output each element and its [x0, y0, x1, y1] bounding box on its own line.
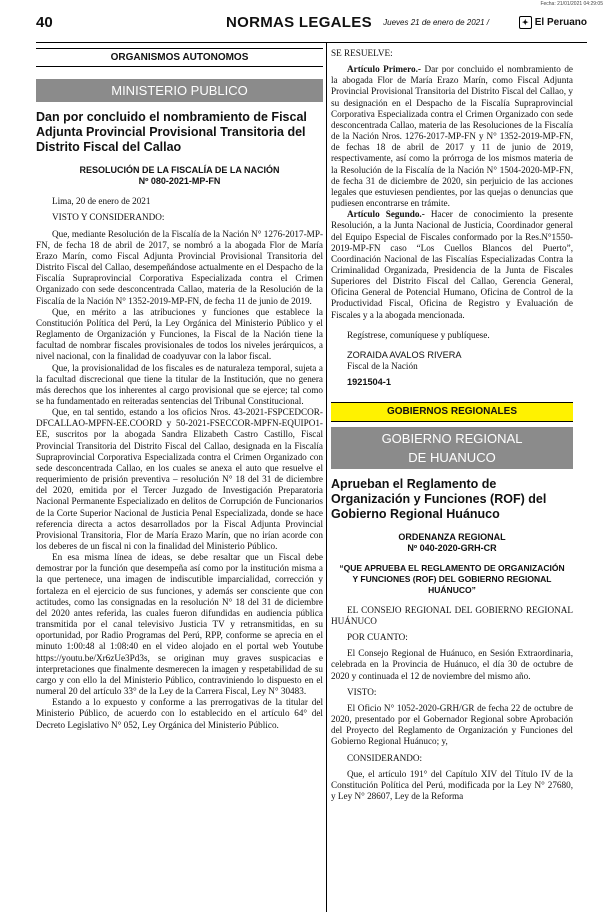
- section-title: NORMAS LEGALES: [226, 14, 372, 31]
- resolution-heading: [36, 165, 323, 187]
- page-header: [36, 12, 587, 43]
- article-title: Aprueban el Reglamento de Organización y Funciones (ROF) del Gobierno Regional Huánuco: [331, 476, 547, 521]
- resolution-line: RESOLUCIÓN DE LA FISCALÍA DE LA NACIÓN: [79, 165, 280, 176]
- paragraph: El Consejo Regional de Huánuco, en Sesión Extraordinaria, celebrada en la Provincia de Huánuco, el día 30 de octubre de 2020 y continuada el 12 de noviembre del mismo año.: [331, 648, 573, 681]
- section-label-organismos: ORGANISMOS AUTONOMOS: [36, 48, 323, 67]
- ordinance-number: Nº 040-2020-GRH-CR: [407, 542, 497, 553]
- institution-banner: MINISTERIO PUBLICO: [36, 79, 323, 102]
- article-title: Dan por concluido el nombramiento de Fiscal Adjunta Provincial Provisional Transitoria del Distrito Fiscal del Callao: [36, 110, 307, 155]
- paragraph: Estando a lo expuesto y conforme a las prerrogativas de la titular del Ministerio Público, de acuerdo con lo establecido en el artículo 64° del Decreto Legislativo N° 052, Ley Orgánica del Ministerio Público.: [36, 697, 323, 730]
- ordinance-line: ORDENANZA REGIONAL: [398, 531, 506, 542]
- institution-banner: [331, 427, 573, 469]
- paragraph: Que, en mérito a las atribuciones y funciones que establece la Constitución Política del Perú, la Ley Orgánica del Ministerio Público y el Reglamento de Organización y Funciones, la Fiscal de la Nación tiene la facultad de nombrar fiscales provisionales de todos los niveles jerárquicos, a nivel nacional, con la finalidad de coadyuvar con la labor fiscal.: [36, 306, 323, 362]
- page-number: 40: [36, 14, 53, 31]
- resolution-number: Nº 080-2021-MP-FN: [138, 176, 221, 187]
- closing-formula: Regístrese, comuníquese y publíquese.: [347, 329, 490, 340]
- visto-heading: VISTO Y CONSIDERANDO:: [52, 212, 165, 223]
- visto-heading: VISTO:: [347, 686, 377, 697]
- paragraph: Que, en tal sentido, estando a los oficios Nros. 43-2021-FSPCEDCOR-DFCALLAO-MPFN-EE.COORD y 50-2021-FSECCOR-MPFN-EQUIPO1-EE, suscritos por la abogada Sandra Elizabeth Castro Castillo, Fiscal Provincial Transitoria del Distrito Fiscal del Callao, designada en la Fiscalía Supraprovincial Corporativa Especializada contra el Crimen Organizado con sede desconcentrada Callao, en los cuales se anexa el auto que resuelve el requerimiento de prisión preventiva – resolución N° 18 del 31 de diciembre del 2020, emitida por el Tercer Juzgado de Investigación Preparatoria Nacional Permanente Especializado en delitos de Corrupción de Funcionarios de la Corte Superior Nacional de Justicia Penal Especializada, donde se hace referencia directa a actos desarrollados por la Fiscal Adjunta Provincial Provisional Transitoria, Flor de María Erazo Marín, que no irían acorde con los deberes de un fiscal ni con la finalidad del Ministerio Público.: [36, 407, 323, 551]
- considerando-heading: CONSIDERANDO:: [347, 752, 423, 763]
- timestamp-stamp: Fecha: 21/01/2021 04:29:05: [540, 1, 603, 7]
- ordinance-quote-title: “QUE APRUEBA EL REGLAMENTO DE ORGANIZACIÓN Y FUNCIONES (ROF) DEL GOBIERNO REGIONAL HUÁNUCO”: [339, 562, 565, 595]
- banner-line: DE HUANUCO: [408, 449, 496, 465]
- reference-code: 1921504-1: [347, 377, 391, 388]
- paragraph: Que, la provisionalidad de los fiscales es de naturaleza temporal, sujeta a la facultad discrecional que tiene la titular de la Institución, que no genera más derechos que los inherentes al cargo provisional que se ejerce; tal como se ha fundamentado en reiteradas sentencias del Tribunal Constitucional.: [36, 362, 323, 406]
- article-one-label: Artículo Primero.-: [347, 64, 421, 75]
- article-two-text: Hacer de conocimiento la presente Resolución, a la Junta Nacional de Justicia, Coordinador general del Equipo Especial de Fiscales conformado por la Res.N°1550-2019-MP-FN caso “Los Cuellos Blancos del Puerto”, Coordinación Nacional de las Fiscalías Especializadas Contra la Criminalidad Organizada, Presidencia de la Junta de Fiscales Superiores del Distrito Fiscal del Callao, Gerencia General, Oficina General de Potencial Humano, Oficina de Control de la Productividad Fiscal, Oficina de Registro y Evaluación de Fiscales y a la abogada mencionada.: [331, 209, 573, 320]
- column-divider: [326, 42, 327, 912]
- por-cuanto-heading: POR CUANTO:: [347, 632, 408, 643]
- paragraph: Que, el artículo 191° del Capítulo XIV del Título IV de la Constitución Política del Perú, modificada por la Ley N° 27680, y Ley N° 28607, Ley de la Reforma: [331, 768, 573, 802]
- article-two-label: Artículo Segundo.-: [347, 209, 425, 220]
- shield-icon: ✦: [519, 16, 532, 29]
- issue-date: Jueves 21 de enero de 2021 /: [383, 18, 489, 27]
- paragraph: El Oficio N° 1052-2020-GRH/GR de fecha 22 de octubre de 2020, presentado por el Gobernador Regional sobre Aprobación del Proyecto del Reglamento de Organización y Funciones del Gobierno Regional Huánuco; y,: [331, 702, 573, 747]
- signer-title: Fiscal de la Nación: [347, 361, 418, 372]
- article-one-text: Dar por concluido el nombramiento de la abogada Flor de María Erazo Marín, como Fiscal Adjunta Provincial Provisional Transitoria del Distrito Fiscal del Callao, y su designación en el Despacho de la Fiscalía Supraprovincial Corporativa Especializada contra el Crimen Organizado con sede desconcentrada Callao, materia de las Resoluciones de la Fiscalía de la Nación Nros. 1276-2017-MP-FN y N° 1352-2019-MP-FN, de fechas 18 de abril de 2017 y 11 de junio de 2019, respectivamente, así como la prórroga de los mismos materia de la Resolución de la Fiscalía de la Nación N° 1504-2020-MP-FN, de fecha 31 de diciembre de 2020, sin perjuicio de las acciones legales que estuviesen pendientes, por las quejas o denuncias que pudiesen encontrarse en trámite.: [331, 64, 573, 209]
- article-two: [331, 209, 573, 321]
- left-column: [36, 48, 323, 731]
- article-one: [331, 64, 573, 209]
- signer-name: ZORAIDA AVALOS RIVERA: [347, 349, 462, 360]
- banner-line: GOBIERNO REGIONAL: [381, 430, 523, 446]
- ordinance-heading: [331, 532, 573, 554]
- council-heading: EL CONSEJO REGIONAL DEL GOBIERNO REGIONAL HUÁNUCO: [331, 604, 573, 626]
- paragraph: En esa misma línea de ideas, se debe resaltar que un Fiscal debe demostrar por la función que desempeña así como por la institución misma a la que pertenece, una imagen de indiscutible imparcialidad, corrección y fortaleza en el ejercicio de sus funciones, y además ser consciente que con actitudes, como las consignadas en la resolución N° 18 del 31 de diciembre del 2020 antes referida, las cuales fueron difundidas en audiencia pública transmitida por el canal televisivo Justicia TV y retransmitidas, en su oportunidad, por Radio Programas del Perú, RPP, conforme se aprecia en el minuto 1:00:48 al 1:08:40 en el video alojado en el portal web Youtube https://youtu.be/Xr6zUe3Pd3s, se originan muy graves suspicacias e interpretaciones que finalmente desmerecen la imagen y respetabilidad de su cargo y con ello la del Ministerio Público, contraviniendo lo dispuesto en el numeral 20 del artículo 33° de la Ley de la Carrera Fiscal, Ley N° 30483.: [36, 552, 323, 697]
- city-date: Lima, 20 de enero de 2021: [52, 196, 151, 207]
- paragraph: Que, mediante Resolución de la Fiscalía de la Nación N° 1276-2017-MP-FN, de fecha 18 de abril de 2017, se nombró a la abogada Flor de María Erazo Marín, como Fiscal Adjunta Provincial Provisional Transitoria del Distrito Fiscal del Callao, desempeñándose actualmente en el Despacho de la Fiscalía Supraprovincial Corporativa Especializada contra el Crimen Organizado con sede desconcentrada Callao, materia de la Resolución de la Fiscalía de la Nación N° 1352-2019-MP-FN, de fecha 11 de junio de 2019.: [36, 228, 323, 306]
- right-column: [331, 48, 573, 802]
- section-label-gobiernos: GOBIERNOS REGIONALES: [331, 402, 573, 421]
- logo-text: El Peruano: [534, 17, 587, 28]
- publication-logo: [519, 16, 587, 29]
- se-resuelve-heading: SE RESUELVE:: [331, 48, 393, 58]
